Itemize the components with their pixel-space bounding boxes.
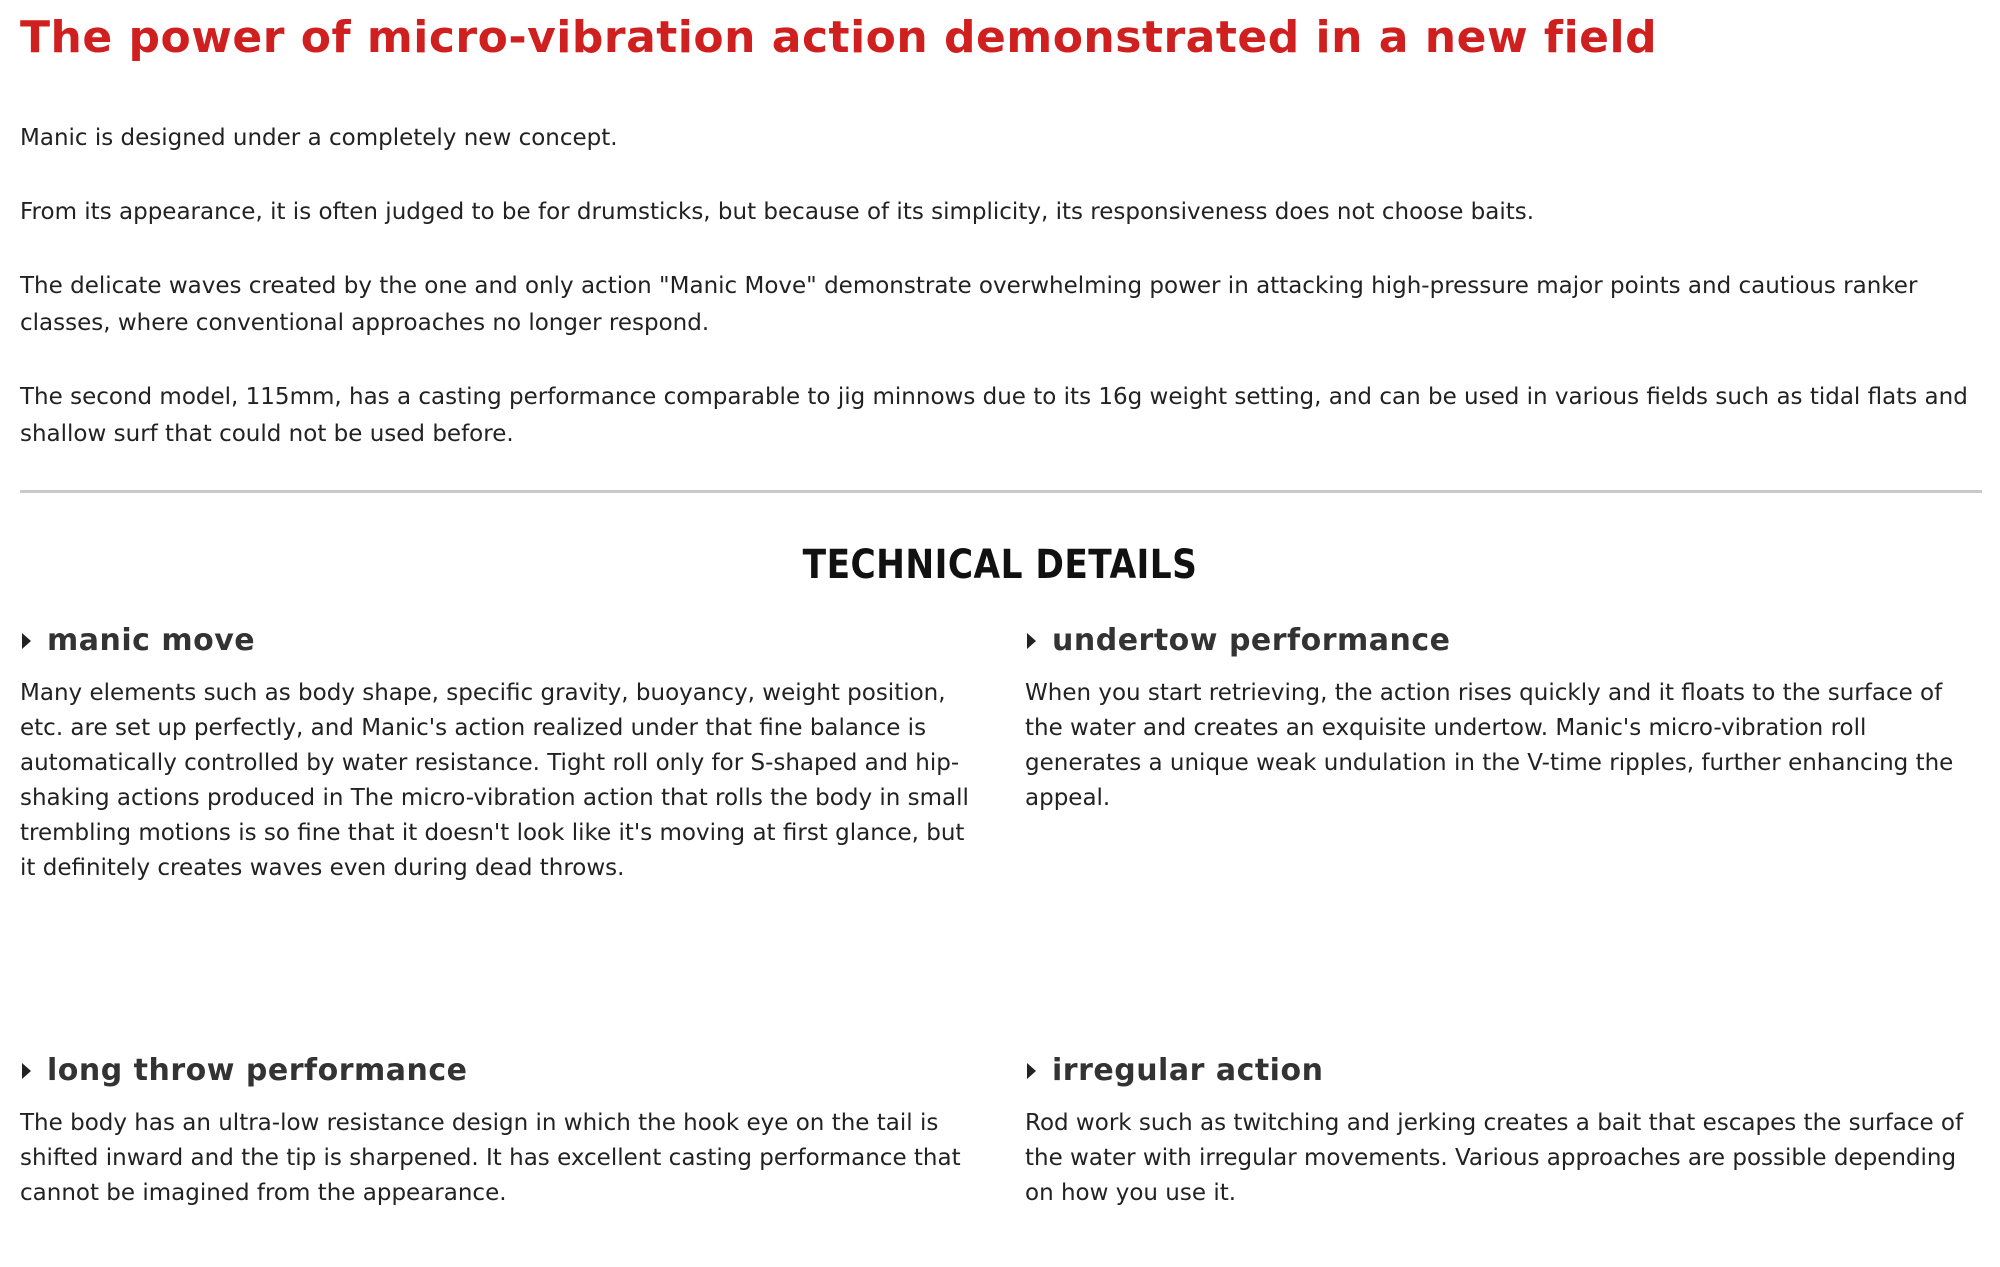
detail-heading-label: manic move	[47, 623, 256, 658]
intro-paragraph: From its appearance, it is often judged to be for drumsticks, but because of its simplicity, its responsiveness does not choose baits.	[20, 199, 1535, 225]
page	[20, 0, 1980, 1206]
detail-heading	[20, 621, 970, 661]
section-divider	[20, 490, 1982, 493]
detail-heading	[1025, 1051, 1980, 1091]
detail-body: When you start retrieving, the action rises quickly and it floats to the surface of the water and creates an exquisite undertow. Manic's micro-vibration roll generates a unique weak undulation in the V-time ripples, further enhancing the appeal.	[1025, 680, 1954, 811]
caret-right-icon	[22, 1063, 31, 1079]
detail-body: Rod work such as twitching and jerking creates a bait that escapes the surface of the water with irregular movements. Various approaches are possible depending on how you use it.	[1025, 1110, 1964, 1206]
detail-heading	[20, 1051, 970, 1091]
detail-manic-move	[20, 621, 970, 886]
intro-paragraph: The delicate waves created by the one and only action "Manic Move" demonstrate overwhelming power in attacking high-pressure major points and cautious ranker classes, where conventional approaches no longer respond.	[20, 273, 1918, 336]
detail-body: Many elements such as body shape, specific gravity, buoyancy, weight position, etc. are set up perfectly, and Manic's action realized under that fine balance is automatically controlled by water resistance. Tight roll only for S-shaped and hip-shaking actions produced in The micro-vibration action that rolls the body in small trembling motions is so fine that it doesn't look like it's moving at first glance, but it definitely creates waves even during dead throws.	[20, 680, 969, 881]
intro-paragraph: The second model, 115mm, has a casting performance comparable to jig minnows due to its 16g weight setting, and can be used in various fields such as tidal flats and shallow surf that could not be used before.	[20, 384, 1968, 447]
detail-heading-label: undertow performance	[1052, 623, 1451, 658]
intro-paragraph: Manic is designed under a completely new concept.	[20, 125, 618, 151]
detail-undertow-performance	[1025, 621, 1980, 816]
intro-section	[20, 120, 1980, 453]
detail-irregular-action	[1025, 1051, 1980, 1211]
headline: The power of micro-vibration action demonstrated in a new field	[20, 12, 1658, 63]
detail-heading-label: irregular action	[1052, 1053, 1324, 1088]
detail-long-throw-performance	[20, 1051, 970, 1211]
caret-right-icon	[22, 633, 31, 649]
detail-body: The body has an ultra-low resistance design in which the hook eye on the tail is shifted inward and the tip is sharpened. It has excellent casting performance that cannot be imagined from the appearance.	[20, 1110, 961, 1206]
detail-heading	[1025, 621, 1980, 661]
caret-right-icon	[1027, 1063, 1036, 1079]
caret-right-icon	[1027, 633, 1036, 649]
technical-details-title: TECHNICAL DETAILS	[802, 542, 1198, 588]
detail-heading-label: long throw performance	[47, 1053, 468, 1088]
